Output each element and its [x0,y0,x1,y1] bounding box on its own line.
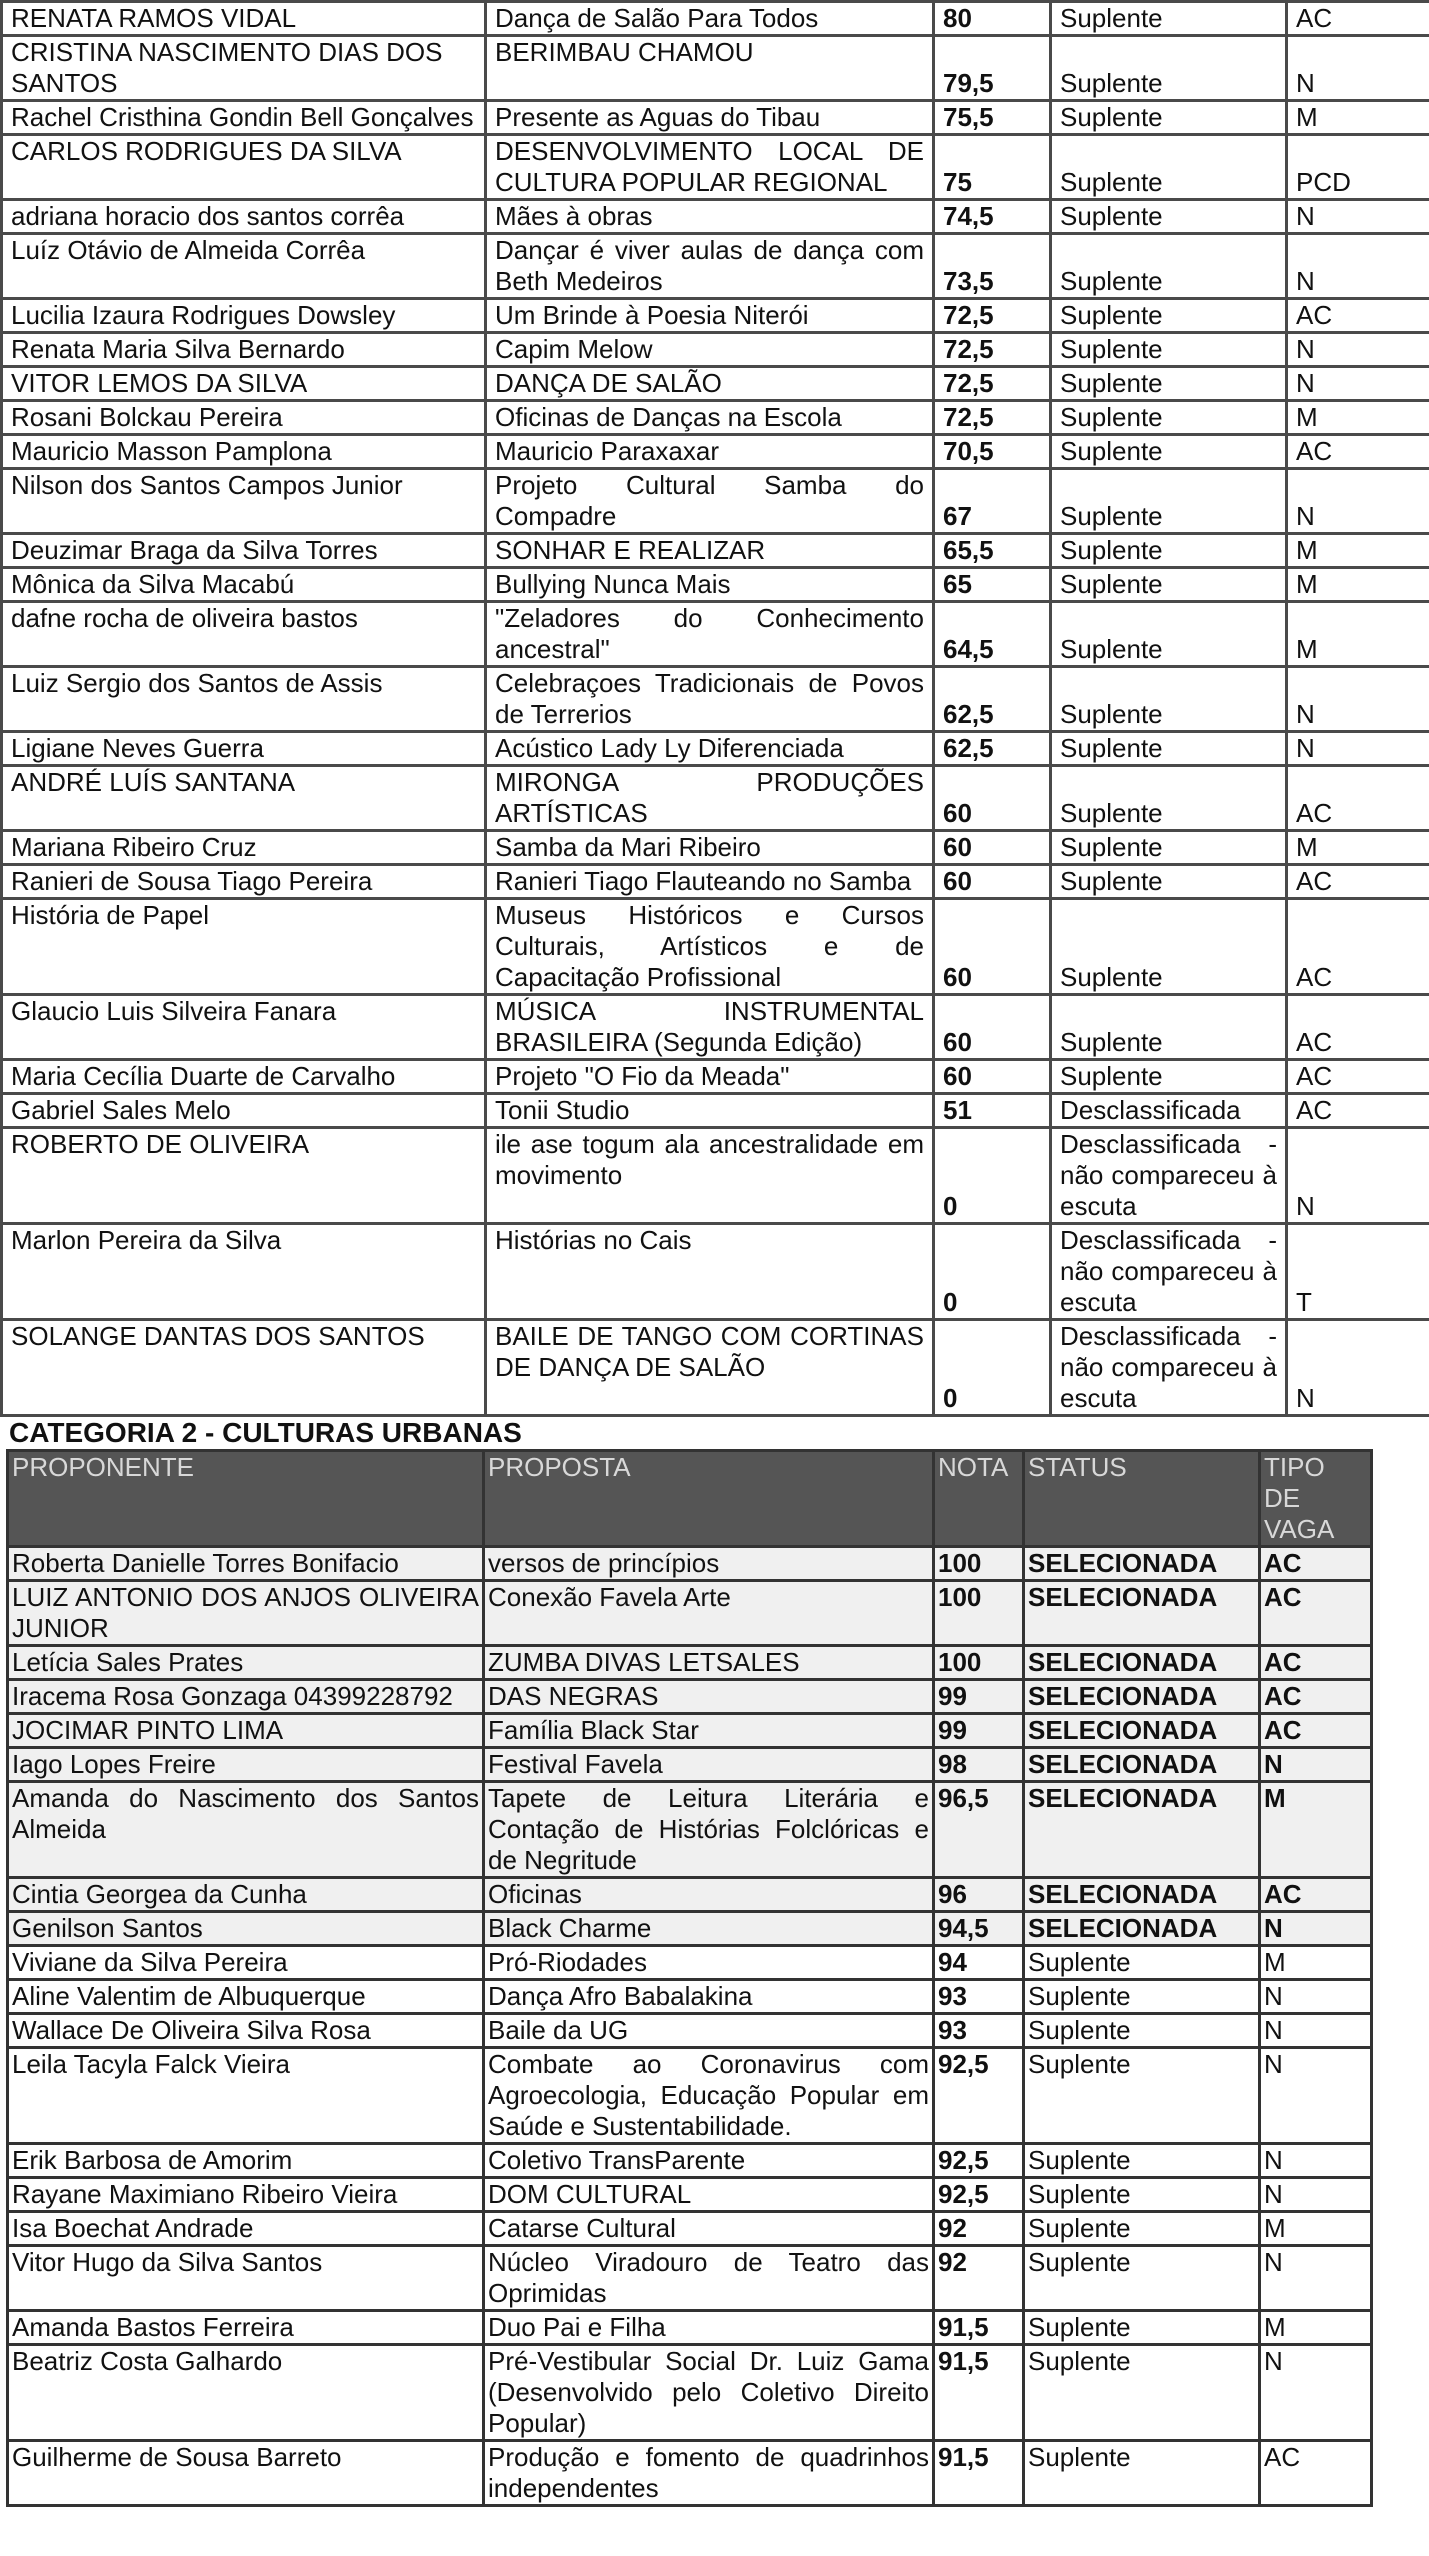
table-row [2,1094,1429,1128]
proponente-cell: Guilherme de Sousa Barreto [8,2441,484,2506]
tipo-vaga-cell: N [1287,36,1429,101]
tipo-vaga-cell: N [1260,1748,1372,1782]
tipo-vaga-cell: M [1287,534,1429,568]
proponente-cell: Amanda Bastos Ferreira [8,2311,484,2345]
status-cell: Suplente [1051,568,1287,602]
table-row [2,333,1429,367]
table-row [2,401,1429,435]
nota-cell: 91,5 [934,2345,1024,2441]
table-row [2,865,1429,899]
proponente-cell: Maria Cecília Duarte de Carvalho [2,1060,486,1094]
status-cell: Suplente [1024,2048,1260,2144]
proposta-cell: DESENVOLVIMENTO LOCAL DE CULTURA POPULAR REGIONAL [486,135,934,200]
tipo-vaga-cell: AC [1260,1547,1372,1581]
nota-cell: 75,5 [934,101,1051,135]
proposta-cell: Pró-Riodades [484,1946,934,1980]
nota-cell: 92 [934,2246,1024,2311]
nota-cell: 73,5 [934,234,1051,299]
proponente-cell: Roberta Danielle Torres Bonifacio [8,1547,484,1581]
proponente-cell: Cintia Georgea da Cunha [8,1878,484,1912]
nota-cell: 0 [934,1320,1051,1416]
nota-cell: 80 [934,2,1051,36]
proposta-cell: BERIMBAU CHAMOU [486,36,934,101]
table-row [2,766,1429,831]
tipo-vaga-cell: N [1287,732,1429,766]
table-row [8,2048,1372,2144]
status-cell: SELECIONADA [1024,1782,1260,1878]
status-cell: Suplente [1051,2,1287,36]
proposta-cell: Projeto Cultural Samba do Compadre [486,469,934,534]
nota-cell: 0 [934,1224,1051,1320]
proponente-cell: Rayane Maximiano Ribeiro Vieira [8,2178,484,2212]
proposta-cell: versos de princípios [484,1547,934,1581]
status-cell: SELECIONADA [1024,1547,1260,1581]
proponente-cell: dafne rocha de oliveira bastos [2,602,486,667]
proposta-cell: Coletivo TransParente [484,2144,934,2178]
nota-cell: 72,5 [934,367,1051,401]
status-cell: Suplente [1051,333,1287,367]
proposta-cell: Duo Pai e Filha [484,2311,934,2345]
nota-cell: 94,5 [934,1912,1024,1946]
proposta-cell: Oficinas de Danças na Escola [486,401,934,435]
tipo-vaga-cell: AC [1287,1094,1429,1128]
nota-cell: 91,5 [934,2311,1024,2345]
nota-cell: 99 [934,1680,1024,1714]
proposta-cell: Festival Favela [484,1748,934,1782]
proposta-cell: Um Brinde à Poesia Niterói [486,299,934,333]
status-cell: Suplente [1024,2212,1260,2246]
proponente-cell: CARLOS RODRIGUES DA SILVA [2,135,486,200]
status-cell: Suplente [1024,2345,1260,2441]
tipo-vaga-cell: AC [1287,2,1429,36]
proponente-cell: Erik Barbosa de Amorim [8,2144,484,2178]
table-row [8,1878,1372,1912]
nota-cell: 92,5 [934,2144,1024,2178]
proposta-cell: Projeto "O Fio da Meada" [486,1060,934,1094]
proposta-cell: Família Black Star [484,1714,934,1748]
proponente-cell: Marlon Pereira da Silva [2,1224,486,1320]
table-row [2,899,1429,995]
tipo-vaga-cell: AC [1287,995,1429,1060]
nota-cell: 91,5 [934,2441,1024,2506]
status-cell: Suplente [1024,1946,1260,1980]
table-row [2,602,1429,667]
proposta-cell: Tapete de Leitura Literária e Contação de Histórias Folclóricas e de Negritude [484,1782,934,1878]
tipo-vaga-cell: M [1260,1782,1372,1878]
tipo-vaga-cell: AC [1260,1680,1372,1714]
table-row [2,1224,1429,1320]
proponente-cell: VITOR LEMOS DA SILVA [2,367,486,401]
status-cell: Suplente [1051,200,1287,234]
table-row [8,2441,1372,2506]
proposta-cell: MÚSICA INSTRUMENTAL BRASILEIRA (Segunda Edição) [486,995,934,1060]
status-cell: Suplente [1051,995,1287,1060]
table-row [8,2246,1372,2311]
status-cell: SELECIONADA [1024,1581,1260,1646]
table-row [8,2212,1372,2246]
status-cell: Suplente [1051,135,1287,200]
proposta-cell: SONHAR E REALIZAR [486,534,934,568]
nota-cell: 60 [934,831,1051,865]
nota-cell: 62,5 [934,732,1051,766]
proposta-cell: Produção e fomento de quadrinhos independentes [484,2441,934,2506]
nota-cell: 94 [934,1946,1024,1980]
table-row [8,1646,1372,1680]
proponente-cell: História de Papel [2,899,486,995]
proponente-cell: Deuzimar Braga da Silva Torres [2,534,486,568]
table-row [2,534,1429,568]
table-row [2,200,1429,234]
table-row [8,2345,1372,2441]
nota-cell: 72,5 [934,333,1051,367]
tipo-vaga-cell: T [1287,1224,1429,1320]
table-row [2,469,1429,534]
status-cell: Suplente [1051,469,1287,534]
tipo-vaga-cell: N [1260,1980,1372,2014]
status-cell: Desclassificada [1051,1094,1287,1128]
tipo-vaga-cell: AC [1260,1878,1372,1912]
nota-cell: 98 [934,1748,1024,1782]
proponente-cell: Lucilia Izaura Rodrigues Dowsley [2,299,486,333]
proponente-cell: Viviane da Silva Pereira [8,1946,484,1980]
tipo-vaga-cell: N [1260,2144,1372,2178]
proposta-cell: Oficinas [484,1878,934,1912]
tipo-vaga-cell: AC [1287,865,1429,899]
proposta-cell: Museus Históricos e Cursos Culturais, Artísticos e de Capacitação Profissional [486,899,934,995]
proponente-cell: Amanda do Nascimento dos Santos Almeida [8,1782,484,1878]
nota-cell: 72,5 [934,401,1051,435]
status-cell: Suplente [1024,2014,1260,2048]
nota-cell: 75 [934,135,1051,200]
tipo-vaga-cell: N [1287,367,1429,401]
tipo-vaga-cell: N [1287,667,1429,732]
proposta-cell: DOM CULTURAL [484,2178,934,2212]
proponente-cell: Glaucio Luis Silveira Fanara [2,995,486,1060]
tipo-vaga-cell: M [1260,2311,1372,2345]
tipo-vaga-cell: M [1287,602,1429,667]
table-row [2,435,1429,469]
tipo-vaga-cell: AC [1287,1060,1429,1094]
tipo-vaga-cell: N [1287,200,1429,234]
status-cell: Suplente [1024,2178,1260,2212]
status-cell: Suplente [1051,401,1287,435]
proponente-cell: RENATA RAMOS VIDAL [2,2,486,36]
tipo-vaga-cell: AC [1260,2441,1372,2506]
proposta-cell: Conexão Favela Arte [484,1581,934,1646]
table-row [8,1748,1372,1782]
status-cell: Suplente [1051,766,1287,831]
status-cell: Suplente [1051,899,1287,995]
nota-cell: 60 [934,766,1051,831]
table-row [2,234,1429,299]
tipo-vaga-cell: M [1287,401,1429,435]
nota-cell: 96,5 [934,1782,1024,1878]
proponente-cell: Nilson dos Santos Campos Junior [2,469,486,534]
proposta-cell: Presente as Aguas do Tibau [486,101,934,135]
proponente-cell: Rosani Bolckau Pereira [2,401,486,435]
proposta-cell: Samba da Mari Ribeiro [486,831,934,865]
proposta-cell: Acústico Lady Ly Diferenciada [486,732,934,766]
table-row [8,1980,1372,2014]
table-row [2,367,1429,401]
status-cell: Suplente [1051,732,1287,766]
proponente-cell: Mauricio Masson Pamplona [2,435,486,469]
status-cell: Suplente [1024,1980,1260,2014]
nota-cell: 92,5 [934,2048,1024,2144]
nota-cell: 70,5 [934,435,1051,469]
nota-cell: 60 [934,865,1051,899]
proposta-cell: Mães à obras [486,200,934,234]
nota-cell: 65 [934,568,1051,602]
proponente-cell: Mariana Ribeiro Cruz [2,831,486,865]
status-cell: SELECIONADA [1024,1748,1260,1782]
proposta-cell: "Zeladores do Conhecimento ancestral" [486,602,934,667]
status-cell: Desclassificada - não compareceu à escuta [1051,1128,1287,1224]
status-cell: Suplente [1024,2311,1260,2345]
proposta-cell: DANÇA DE SALÃO [486,367,934,401]
proposta-cell: Combate ao Coronavirus com Agroecologia, Educação Popular em Saúde e Sustentabilidade. [484,2048,934,2144]
table-row [2,2,1429,36]
proponente-cell: JOCIMAR PINTO LIMA [8,1714,484,1748]
header-status: STATUS [1024,1451,1260,1547]
proposta-cell: Dançar é viver aulas de dança com Beth Medeiros [486,234,934,299]
status-cell: Suplente [1051,36,1287,101]
tipo-vaga-cell: M [1260,1946,1372,1980]
proponente-cell: SOLANGE DANTAS DOS SANTOS [2,1320,486,1416]
proponente-cell: Ranieri de Sousa Tiago Pereira [2,865,486,899]
tipo-vaga-cell: N [1287,333,1429,367]
proponente-cell: adriana horacio dos santos corrêa [2,200,486,234]
proposta-cell: Ranieri Tiago Flauteando no Samba [486,865,934,899]
tipo-vaga-cell: M [1260,2212,1372,2246]
nota-cell: 93 [934,1980,1024,2014]
table-row [8,2144,1372,2178]
status-cell: Suplente [1051,534,1287,568]
table-row [2,101,1429,135]
table-row [2,568,1429,602]
proponente-cell: Luíz Otávio de Almeida Corrêa [2,234,486,299]
proposta-cell: Dança de Salão Para Todos [486,2,934,36]
nota-cell: 60 [934,1060,1051,1094]
proposta-cell: Núcleo Viradouro de Teatro das Oprimidas [484,2246,934,2311]
status-cell: SELECIONADA [1024,1714,1260,1748]
proposta-cell: Bullying Nunca Mais [486,568,934,602]
tipo-vaga-cell: N [1260,2246,1372,2311]
category-2-title: CATEGORIA 2 - CULTURAS URBANAS [9,1417,522,1448]
table-row [2,36,1429,101]
nota-cell: 64,5 [934,602,1051,667]
table-row [2,135,1429,200]
proponente-cell: Luiz Sergio dos Santos de Assis [2,667,486,732]
proponente-cell: Aline Valentim de Albuquerque [8,1980,484,2014]
nota-cell: 100 [934,1646,1024,1680]
nota-cell: 51 [934,1094,1051,1128]
proposta-cell: ile ase togum ala ancestralidade em movimento [486,1128,934,1224]
table-row [8,1782,1372,1878]
status-cell: Suplente [1024,2246,1260,2311]
proposta-cell: Baile da UG [484,2014,934,2048]
nota-cell: 67 [934,469,1051,534]
nota-cell: 99 [934,1714,1024,1748]
proponente-cell: Leila Tacyla Falck Vieira [8,2048,484,2144]
table-row [2,995,1429,1060]
nota-cell: 65,5 [934,534,1051,568]
proponente-cell: Rachel Cristhina Gondin Bell Gonçalves [2,101,486,135]
tipo-vaga-cell: M [1287,101,1429,135]
status-cell: SELECIONADA [1024,1878,1260,1912]
proponente-cell: ANDRÉ LUÍS SANTANA [2,766,486,831]
proponente-cell: LUIZ ANTONIO DOS ANJOS OLIVEIRA JUNIOR [8,1581,484,1646]
status-cell: Suplente [1051,234,1287,299]
table-row [2,732,1429,766]
table-row [8,2014,1372,2048]
nota-cell: 93 [934,2014,1024,2048]
table-row [8,2311,1372,2345]
proposta-cell: DAS NEGRAS [484,1680,934,1714]
header-tipo-de-vaga: TIPO DE VAGA [1260,1451,1372,1547]
nota-cell: 100 [934,1547,1024,1581]
status-cell: Suplente [1051,367,1287,401]
tipo-vaga-cell: N [1260,1912,1372,1946]
tipo-vaga-cell: AC [1260,1646,1372,1680]
proposta-cell: Black Charme [484,1912,934,1946]
category-2-table [6,1449,1373,2507]
proponente-cell: Iago Lopes Freire [8,1748,484,1782]
status-cell: Suplente [1051,435,1287,469]
proponente-cell: Vitor Hugo da Silva Santos [8,2246,484,2311]
proposta-cell: MIRONGA PRODUÇÕES ARTÍSTICAS [486,766,934,831]
tipo-vaga-cell: M [1287,831,1429,865]
status-cell: Suplente [1051,865,1287,899]
tipo-vaga-cell: AC [1287,435,1429,469]
tipo-vaga-cell: N [1260,2345,1372,2441]
tipo-vaga-cell: N [1287,469,1429,534]
header-proponente: PROPONENTE [8,1451,484,1547]
table-row [8,1714,1372,1748]
table-row [8,1547,1372,1581]
tipo-vaga-cell: PCD [1287,135,1429,200]
proposta-cell: Pré-Vestibular Social Dr. Luiz Gama (Desenvolvido pelo Coletivo Direito Popular) [484,2345,934,2441]
table-header-row [8,1451,1372,1547]
nota-cell: 62,5 [934,667,1051,732]
status-cell: Suplente [1051,667,1287,732]
header-nota: NOTA [934,1451,1024,1547]
tipo-vaga-cell: N [1287,234,1429,299]
proposta-cell: Histórias no Cais [486,1224,934,1320]
proposta-cell: Dança Afro Babalakina [484,1980,934,2014]
tipo-vaga-cell: AC [1287,299,1429,333]
status-cell: Desclassificada - não compareceu à escuta [1051,1320,1287,1416]
nota-cell: 72,5 [934,299,1051,333]
nota-cell: 60 [934,899,1051,995]
proponente-cell: Renata Maria Silva Bernardo [2,333,486,367]
proposta-cell: Mauricio Paraxaxar [486,435,934,469]
proposta-cell: ZUMBA DIVAS LETSALES [484,1646,934,1680]
status-cell: Suplente [1051,831,1287,865]
proposta-cell: BAILE DE TANGO COM CORTINAS DE DANÇA DE SALÃO [486,1320,934,1416]
status-cell: Desclassificada - não compareceu à escuta [1051,1224,1287,1320]
header-proposta: PROPOSTA [484,1451,934,1547]
tipo-vaga-cell: AC [1260,1714,1372,1748]
proponente-cell: Genilson Santos [8,1912,484,1946]
proponente-cell: Ligiane Neves Guerra [2,732,486,766]
proponente-cell: Iracema Rosa Gonzaga 04399228792 [8,1680,484,1714]
table-row [2,1128,1429,1224]
table-row [8,1680,1372,1714]
status-cell: SELECIONADA [1024,1912,1260,1946]
proposta-cell: Tonii Studio [486,1094,934,1128]
proponente-cell: Mônica da Silva Macabú [2,568,486,602]
tipo-vaga-cell: N [1260,2178,1372,2212]
nota-cell: 60 [934,995,1051,1060]
tipo-vaga-cell: AC [1287,766,1429,831]
table-row [8,1581,1372,1646]
tipo-vaga-cell: N [1287,1128,1429,1224]
table-row [8,1946,1372,1980]
proponente-cell: Isa Boechat Andrade [8,2212,484,2246]
status-cell: SELECIONADA [1024,1680,1260,1714]
tipo-vaga-cell: M [1287,568,1429,602]
proponente-cell: Wallace De Oliveira Silva Rosa [8,2014,484,2048]
table-row [8,1912,1372,1946]
nota-cell: 92,5 [934,2178,1024,2212]
tipo-vaga-cell: AC [1260,1581,1372,1646]
status-cell: Suplente [1024,2144,1260,2178]
tipo-vaga-cell: N [1260,2048,1372,2144]
proposta-cell: Celebraçoes Tradicionais de Povos de Terrerios [486,667,934,732]
proponente-cell: ROBERTO DE OLIVEIRA [2,1128,486,1224]
nota-cell: 79,5 [934,36,1051,101]
table-row [2,1060,1429,1094]
status-cell: SELECIONADA [1024,1646,1260,1680]
status-cell: Suplente [1051,299,1287,333]
proponente-cell: Gabriel Sales Melo [2,1094,486,1128]
tipo-vaga-cell: N [1287,1320,1429,1416]
proposta-cell: Capim Melow [486,333,934,367]
nota-cell: 92 [934,2212,1024,2246]
status-cell: Suplente [1051,101,1287,135]
proponente-cell: CRISTINA NASCIMENTO DIAS DOS SANTOS [2,36,486,101]
nota-cell: 100 [934,1581,1024,1646]
tipo-vaga-cell: AC [1287,899,1429,995]
table-row [8,2178,1372,2212]
table-row [2,831,1429,865]
table-row [2,299,1429,333]
nota-cell: 74,5 [934,200,1051,234]
tipo-vaga-cell: N [1260,2014,1372,2048]
status-cell: Suplente [1051,602,1287,667]
proposta-cell: Catarse Cultural [484,2212,934,2246]
nota-cell: 96 [934,1878,1024,1912]
table-row [2,1320,1429,1416]
table-row [2,667,1429,732]
proponente-cell: Beatriz Costa Galhardo [8,2345,484,2441]
status-cell: Suplente [1024,2441,1260,2506]
nota-cell: 0 [934,1128,1051,1224]
status-cell: Suplente [1051,1060,1287,1094]
proponente-cell: Letícia Sales Prates [8,1646,484,1680]
